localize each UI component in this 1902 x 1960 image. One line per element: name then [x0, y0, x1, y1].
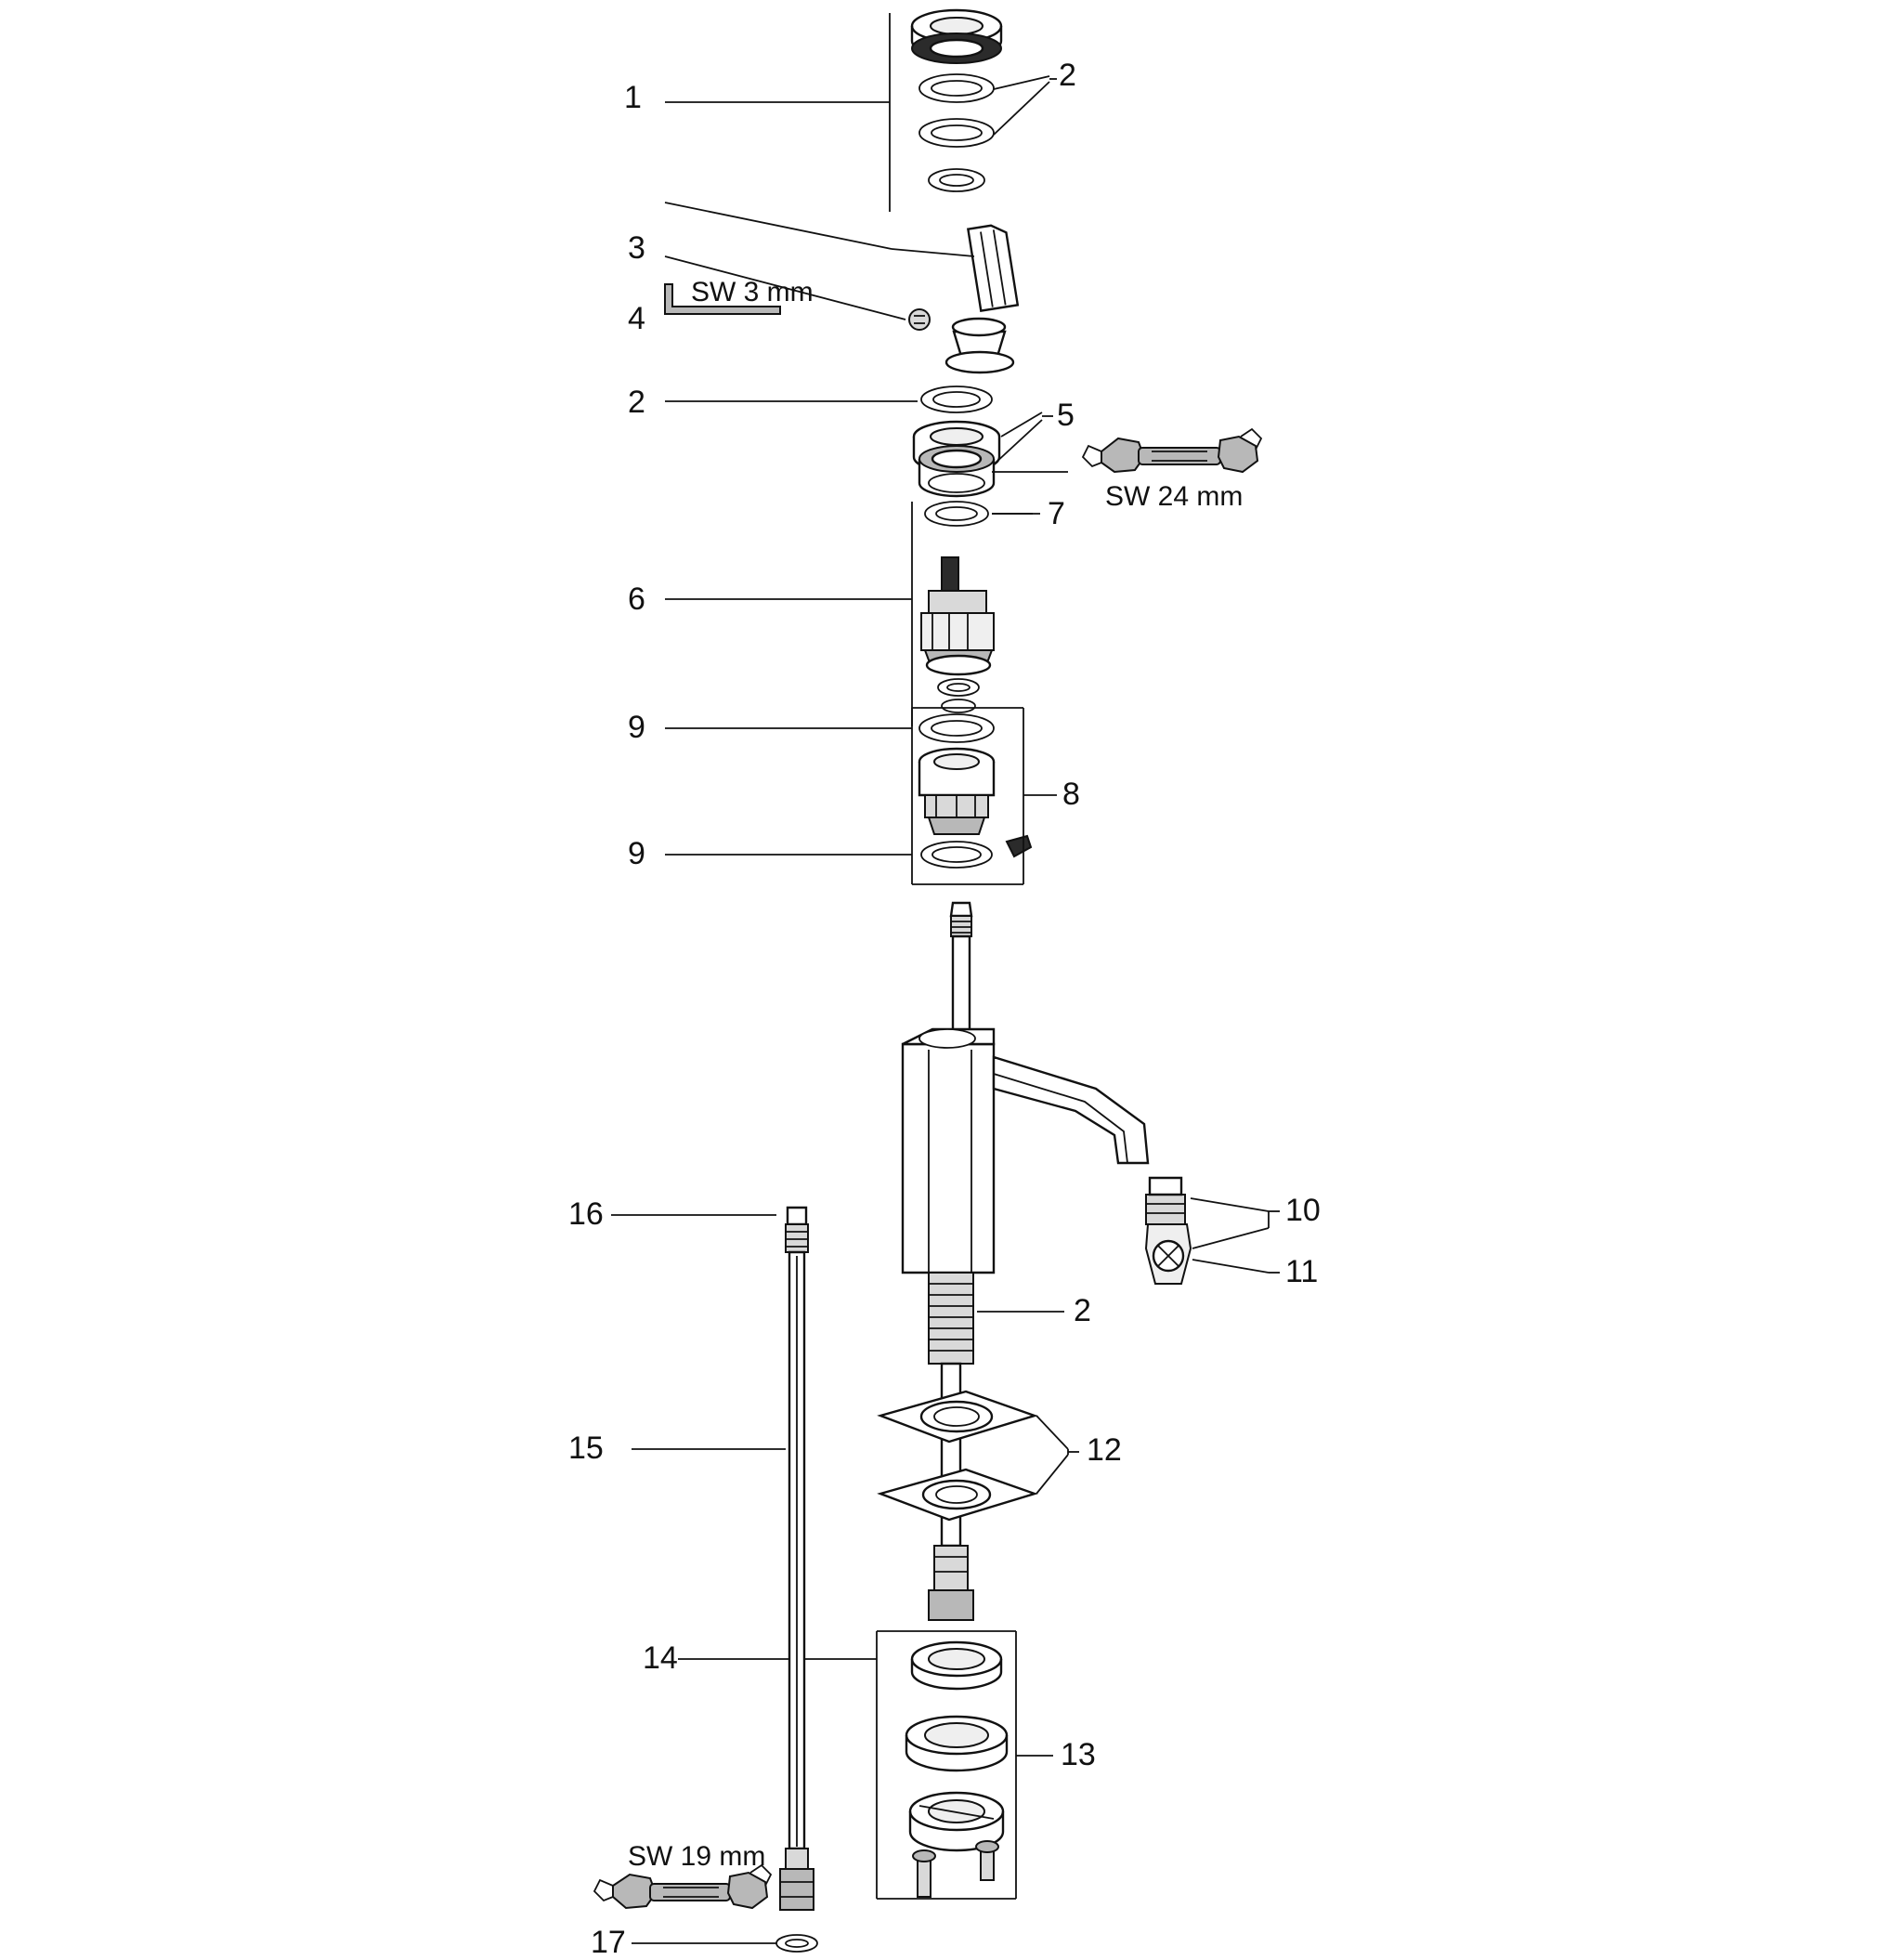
tool-wrench-24: [1083, 429, 1261, 472]
callout-10: 10: [1285, 1193, 1321, 1228]
callout-2-top: 2: [1059, 58, 1076, 93]
callout-15: 15: [568, 1431, 604, 1466]
part-aerator-key-11: [1146, 1224, 1191, 1284]
part-cap-nut: [914, 422, 999, 496]
tool-label-sw24: SW 24 mm: [1105, 481, 1244, 512]
callout-17: 17: [591, 1925, 626, 1960]
callout-2-shank: 2: [1074, 1293, 1091, 1328]
callout-16: 16: [568, 1196, 604, 1232]
part-valve-unit: [919, 714, 1031, 868]
callout-14: 14: [643, 1640, 678, 1676]
part-grub-screw: [909, 309, 930, 330]
callout-2-mid: 2: [628, 385, 645, 420]
part-oring-2c: [921, 386, 992, 412]
part-fixing-set: [906, 1642, 1007, 1897]
callout-12: 12: [1087, 1432, 1122, 1468]
part-aerator-10: [1146, 1178, 1185, 1224]
callout-7: 7: [1048, 496, 1065, 531]
callout-8: 8: [1062, 777, 1080, 812]
part-oring-7: [925, 502, 988, 526]
callout-3: 3: [628, 230, 645, 266]
tool-label-sw3: SW 3 mm: [691, 277, 814, 307]
callout-9-lower: 9: [628, 836, 645, 871]
callout-13: 13: [1061, 1737, 1096, 1772]
part-lever-handle: [946, 223, 1018, 372]
callout-11: 11: [1285, 1254, 1319, 1289]
part-flex-hose: [776, 1208, 817, 1952]
callout-6: 6: [628, 581, 645, 617]
tool-label-sw19: SW 19 mm: [628, 1841, 766, 1872]
callout-4: 4: [628, 301, 645, 336]
callout-9-upper: 9: [628, 710, 645, 745]
part-aerator-stack: [912, 10, 1001, 191]
callout-1: 1: [624, 80, 642, 115]
callout-5: 5: [1057, 398, 1075, 433]
part-cartridge: [921, 557, 994, 712]
